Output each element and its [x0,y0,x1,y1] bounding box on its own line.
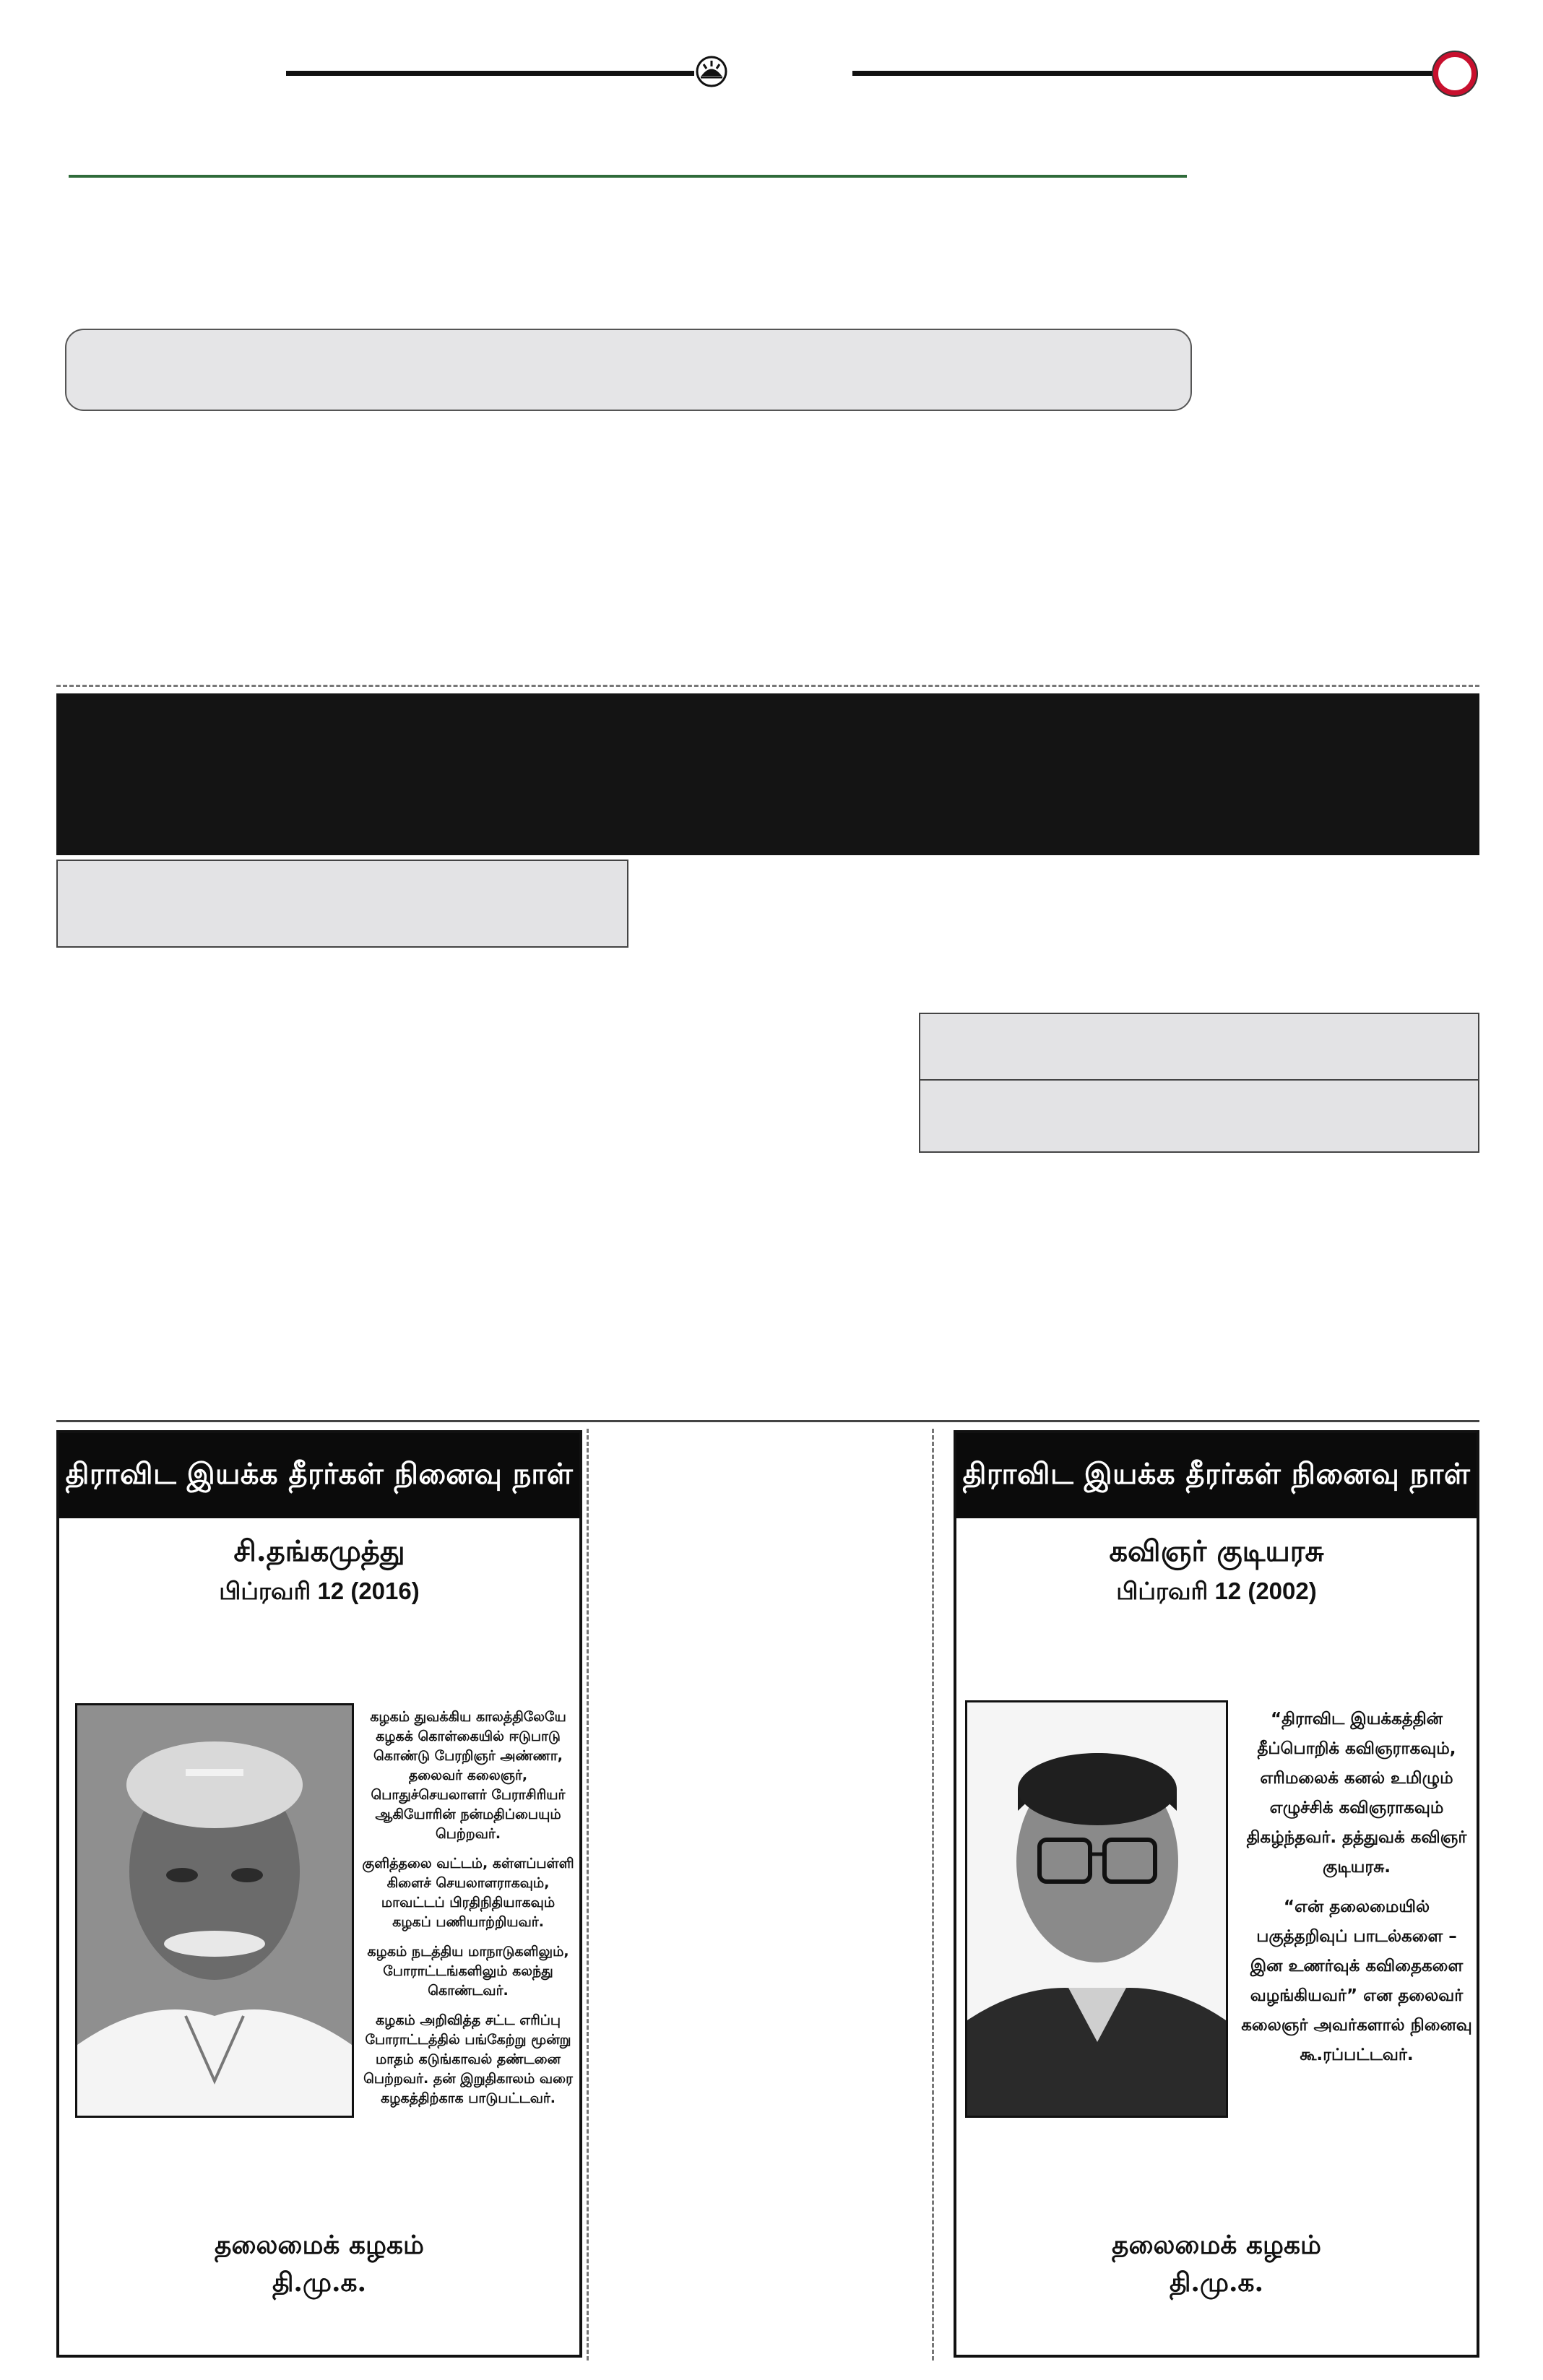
red-circle-icon [1432,51,1478,97]
section-rule-bottom [56,1420,1479,1422]
black-title-banner [56,693,1479,855]
card-footer [956,2226,1477,2301]
portrait-photo-icon [965,1700,1228,2118]
memorial-date: பிப்ரவரி 12 (2002) [1116,1578,1317,1604]
column-divider-right [932,1429,934,2360]
footer-party: தி.மு.க. [272,2267,367,2298]
bio-paragraph: “என் தலைமையில் பகுத்தறிவுப் பாடல்களை – இன உணர்வுக் கவிதைகளை வழங்கியவர்” என தலைவர் கலைஞர் அவர்களால் நினைவு கூ.ரப்பட்டவர். [1241,1897,1472,2064]
memorial-card [56,1430,582,2358]
card-header: திராவிட இயக்க தீரர்கள் நினைவு நாள் [59,1433,579,1518]
bio-paragraph: “திராவிட இயக்கத்தின் தீப்பொறிக் கவிஞராகவும், எரிமலைக் கனல் உமிழும் எழுச்சிக் கவிஞராகவும் திகழ்ந்தவர். தத்துவக் கவிஞர் குடியரசு. [1246,1710,1467,1877]
person-name: கவிஞர் குடியரசு [1109,1534,1324,1568]
section-rule [69,175,1187,178]
biography-text [360,1708,576,2119]
footer-party: தி.மு.க. [1169,2267,1264,2298]
dashed-separator-top [56,685,1479,687]
card-header: திராவிட இயக்க தீரர்கள் நினைவு நாள் [956,1433,1477,1518]
card-footer [59,2226,579,2301]
biography-text [1240,1705,1474,2080]
person-name: சி.தங்கமுத்து [233,1534,405,1568]
rising-sun-emblem-icon [695,55,728,88]
portrait-photo-icon [75,1703,354,2118]
bio-paragraph: கழகம் அறிவித்த சட்ட எரிப்பு போராட்டத்தில் பங்கேற்று மூன்று மாதம் கடுங்காவல் தண்டனை பெற்றவர். தன் இறுதிகாலம் வரை கழகத்திற்காக பாடுபட்டவர். [363,2012,573,2106]
footer-org: தலைமைக் கழகம் [215,2230,424,2260]
column-divider-left [587,1429,589,2360]
footer-org: தலைமைக் கழகம் [1112,2230,1321,2260]
grey-subtitle-box [56,860,628,948]
memorial-card [954,1430,1479,2358]
bio-paragraph: கழகம் நடத்திய மாநாடுகளிலும், போராட்டங்களிலும் கலந்து கொண்டவர். [367,1944,569,1999]
grey-info-box-top [919,1013,1479,1081]
grey-rounded-bar [65,329,1192,411]
header-rule-left [286,71,694,76]
memorial-date: பிப்ரவரி 12 (2016) [219,1578,420,1604]
grey-info-box-bottom [919,1079,1479,1153]
bio-paragraph: குளித்தலை வட்டம், கள்ளப்பள்ளி கிளைச் செயலாளராகவும், மாவட்டப் பிரதிநிதியாகவும் கழகப் பணியாற்றியவர். [362,1856,574,1930]
header-rule-right [852,71,1436,76]
bio-paragraph: கழகம் துவக்கிய காலத்திலேயே கழகக் கொள்கையில் ஈடுபாடு கொண்டு பேரறிஞர் அண்ணா, தலைவர் கலைஞர், பொதுச்செயலாளர் பேராசிரியர் ஆகியோரின் நன்மதிப்பையும் பெற்றவர். [370,1709,566,1842]
